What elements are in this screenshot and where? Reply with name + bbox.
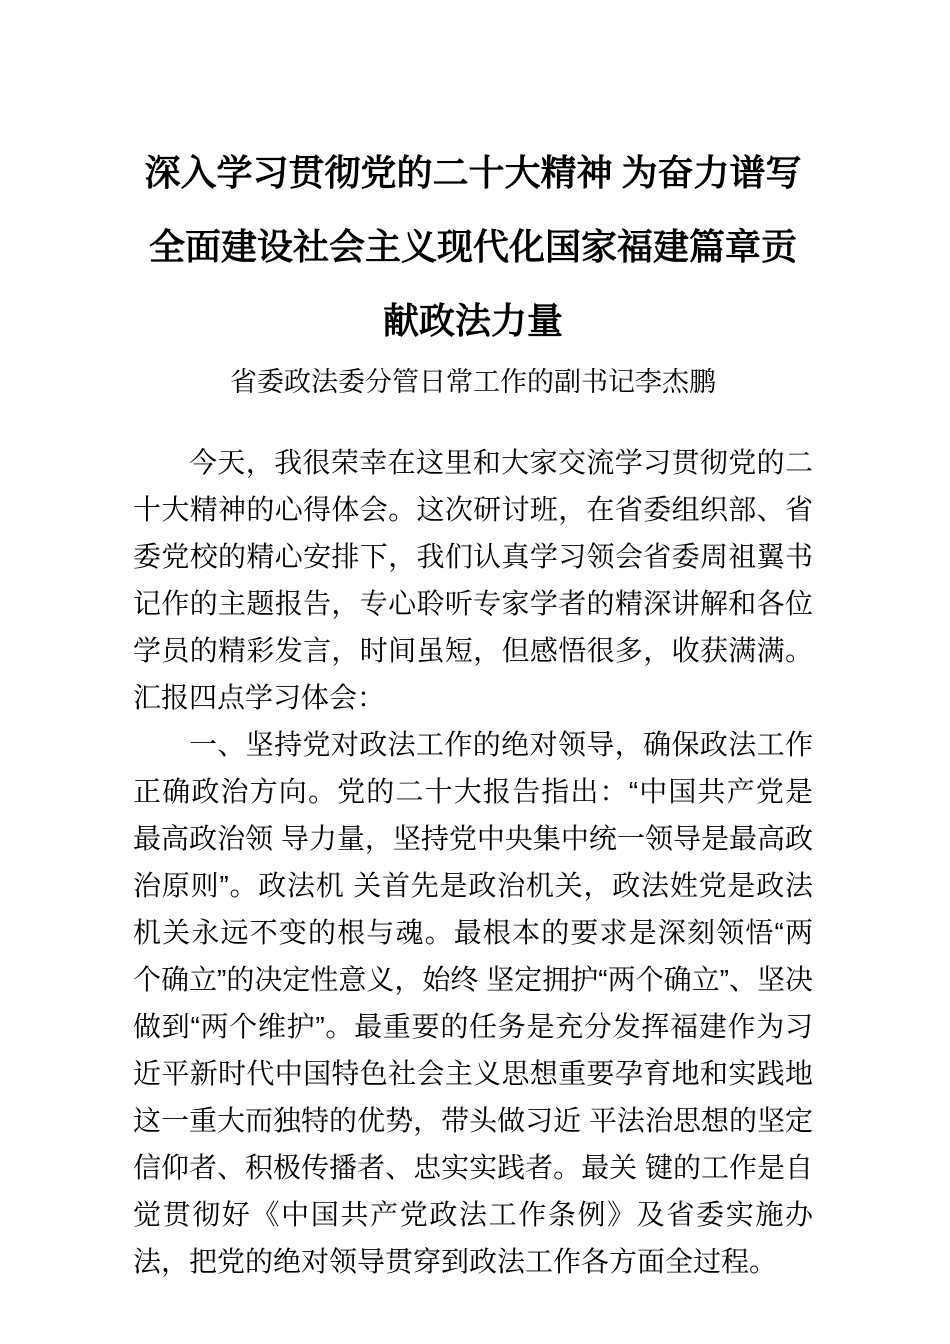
paragraph-point-one: 一、坚持党对政法工作的绝对领导，确保政法工作正确政治方向。党的二十大报告指出：“中国共产党是最高政治领 导力量，坚持党中央集中统一领导是最高政治原则”。政法机 关首先是政治机关，政法姓党是政法机关永远不变的根与魂。最根本的要求是深刻领悟“两个确立”的决定性意义，始终 坚定拥护“两个确立”、坚决做到“两个维护”。最重要的任务是充分发挥福建作为习近平新时代中国特色社会主义思想重要孕育地和实践地这一重大而独特的优势，带头做习近 平法治思想的坚定信仰者、积极传播者、忠实实践者。最关 键的工作是自觉贯彻好《中国共产党政法工作条例》及省委实施办法，把党的绝对领导贯穿到政法工作各方面全过程。 [133,729,813,1277]
document-title: 深入学习贯彻党的二十大精神 为奋力谱写全面建设社会主义现代化国家福建篇章贡献政法力量 [144,153,802,341]
document-author-byline: 省委政法委分管日常工作的副书记李杰鹏 [230,367,716,397]
document-content [133,136,813,1285]
document-body [133,439,813,1285]
paragraph-introduction: 今天，我很荣幸在这里和大家交流学习贯彻党的二十大精神的心得体会。这次研讨班，在省委组织部、省委党校的精心安排下，我们认真学习领会省委周祖翼书记作的主题报告，专心聆听专家学者的精深讲解和各位学员的精彩发言，时间虽短，但感悟很多，收获满满。汇报四点学习体会： [133,447,813,713]
